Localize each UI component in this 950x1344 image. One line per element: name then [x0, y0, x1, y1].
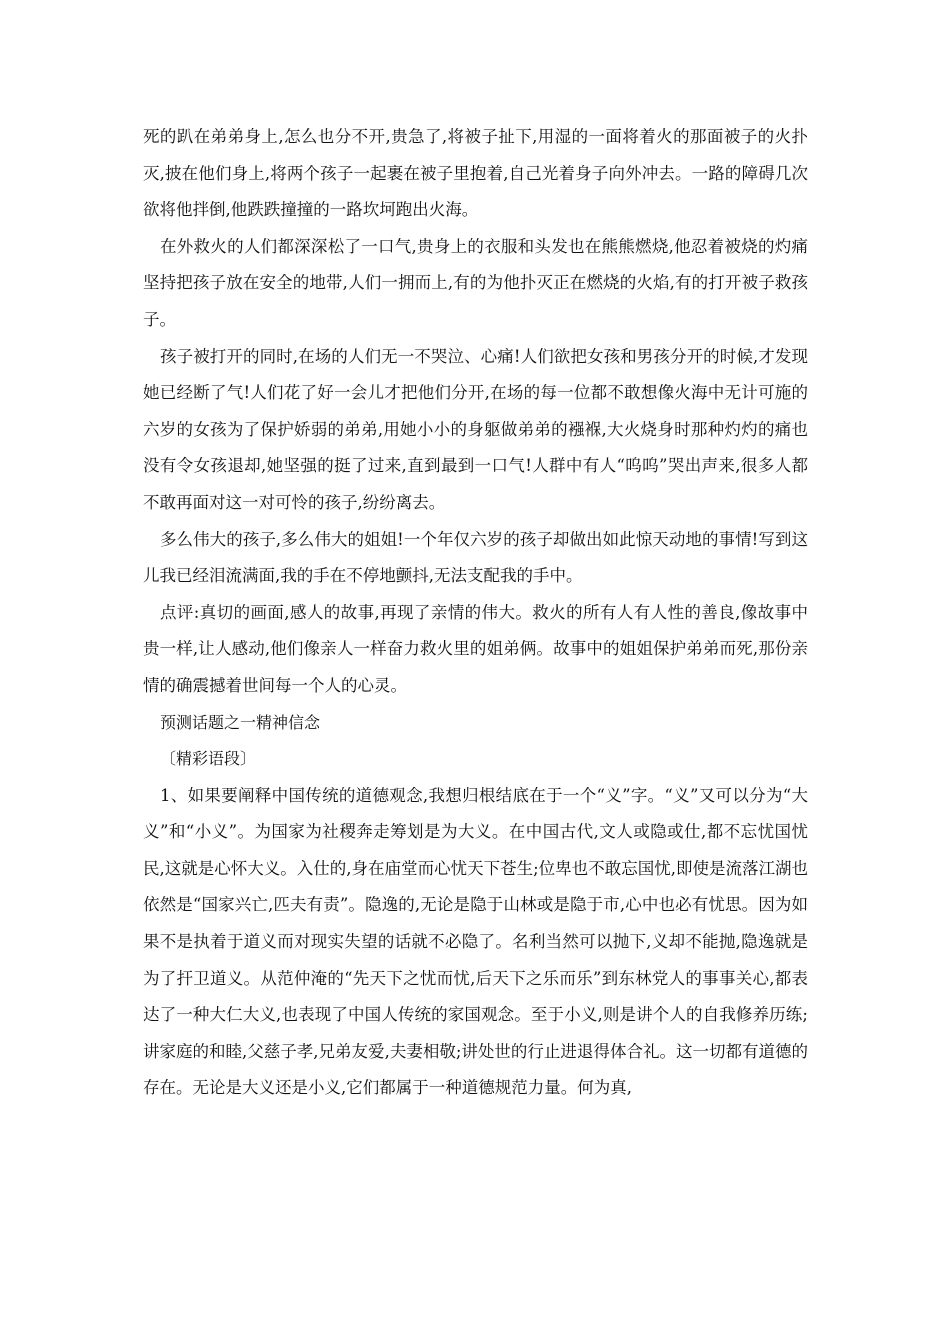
paragraph-excerpt-1: 1、如果要阐释中国传统的道德观念,我想归根结底在于一个“义”字。“义”又可以分为“大义”和“小义”。为国家为社稷奔走筹划是为大义。在中国古代,文人或隐或仕,都不忘忧国忧民,这就是心怀大义。入仕的,身在庙堂而心忧天下苍生;位卑也不敢忘国忧,即使是流落江湖也依然是“国家兴亡,匹夫有责”。隐逸的,无论是隐于山林或是隐于市,心中也必有忧思。因为如果不是执着于道义而对现实失望的话就不必隐了。名利当然可以抛下,义却不能抛,隐逸就是为了扞卫道义。从范仲淹的“先天下之忧而忧,后天下之乐而乐”到东林党人的事事关心,都表达了一种大仁大义,也表现了中国人传统的家国观念。至于小义,则是讲个人的自我修养历练;讲家庭的和睦,父慈子孝,兄弟友爱,夫妻相敬;讲处世的行止进退得体合礼。这一切都有道德的存在。无论是大义还是小义,它们都属于一种道德规范力量。何为真, [143, 785, 808, 1098]
paragraph-reflection: 多么伟大的孩子,多么伟大的姐姐!一个年仅六岁的孩子却做出如此惊天动地的事情!写到这儿我已经泪流满面,我的手在不停地颤抖,无法支配我的手中。 [143, 529, 808, 586]
paragraph-rescue: 在外救火的人们都深深松了一口气,贵身上的衣服和头发也在熊熊燃烧,他忍着被烧的灼痛坚持把孩子放在安全的地带,人们一拥而上,有的为他扑灭正在燃烧的火焰,有的打开被子救孩子。 [143, 236, 808, 329]
document-page [143, 119, 808, 1107]
section-subheading-excerpts: 〔精彩语段〕 [160, 749, 257, 769]
paragraph-commentary: 点评:真切的画面,感人的故事,再现了亲情的伟大。救火的所有人有人性的善良,像故事中贵一样,让人感动,他们像亲人一样奋力救火里的姐弟俩。故事中的姐姐保护弟弟而死,那份亲情的确震撼着世间每一个人的心灵。 [143, 602, 808, 695]
section-heading-topic: 预测话题之一精神信念 [160, 712, 321, 732]
paragraph-story-continuation: 死的趴在弟弟身上,怎么也分不开,贵急了,将被子扯下,用湿的一面将着火的那面被子的火扑灭,披在他们身上,将两个孩子一起裹在被子里抱着,自己光着身子向外冲去。一路的障碍几次欲将他拌倒,他跌跌撞撞的一路坎坷跑出火海。 [143, 127, 808, 220]
paragraph-separation: 孩子被打开的同时,在场的人们无一不哭泣、心痛!人们欲把女孩和男孩分开的时候,才发现她已经断了气!人们花了好一会儿才把他们分开,在场的每一位都不敢想像火海中无计可施的六岁的女孩为了保护娇弱的弟弟,用她小小的身躯做弟弟的襁褓,大火烧身时那种灼灼的痛也没有令女孩退却,她坚强的挺了过来,直到最到一口气!人群中有人“呜呜”哭出声来,很多人都不敢再面对这一对可怜的孩子,纷纷离去。 [143, 346, 808, 512]
